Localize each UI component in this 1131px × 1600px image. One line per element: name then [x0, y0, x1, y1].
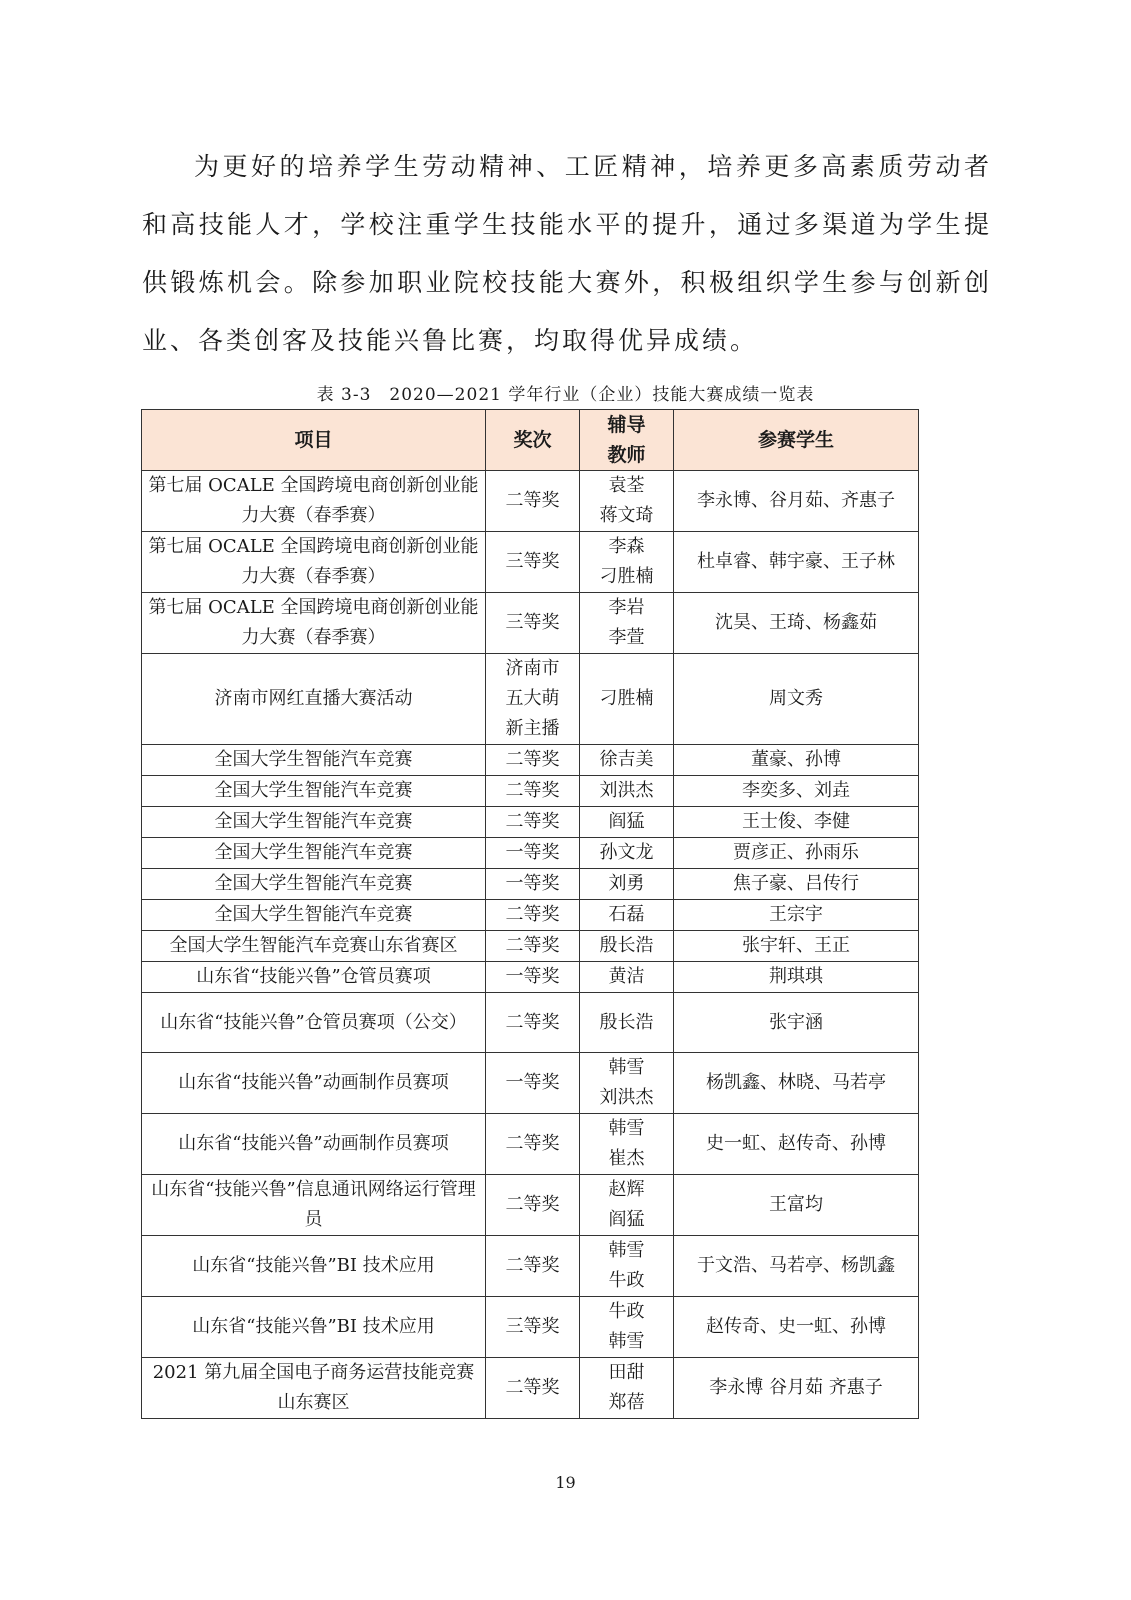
project-cell: 第七届 OCALE 全国跨境电商创新创业能力大赛（春季赛）	[142, 593, 486, 654]
students-cell: 贾彦正、孙雨乐	[674, 838, 919, 869]
students-cell: 史一虹、赵传奇、孙博	[674, 1114, 919, 1175]
students-cell: 沈昊、王琦、杨鑫茹	[674, 593, 919, 654]
students-cell: 焦子豪、吕传行	[674, 869, 919, 900]
teacher-cell: 李森 刁胜楠	[580, 532, 674, 593]
project-cell: 山东省“技能兴鲁”仓管员赛项	[142, 962, 486, 993]
table-row	[142, 838, 919, 869]
project-cell: 山东省“技能兴鲁”仓管员赛项（公交）	[142, 993, 486, 1053]
award-cell: 二等奖	[486, 745, 580, 776]
table-row	[142, 593, 919, 654]
students-cell: 李永博、谷月茹、齐惠子	[674, 471, 919, 532]
project-cell: 全国大学生智能汽车竞赛	[142, 776, 486, 807]
students-cell: 董豪、孙博	[674, 745, 919, 776]
table-row	[142, 1297, 919, 1358]
award-cell: 三等奖	[486, 593, 580, 654]
students-cell: 荆琪琪	[674, 962, 919, 993]
award-cell: 一等奖	[486, 1053, 580, 1114]
header-students: 参赛学生	[674, 410, 919, 471]
teacher-cell: 刘勇	[580, 869, 674, 900]
table-row	[142, 776, 919, 807]
teacher-cell: 李岩 李萱	[580, 593, 674, 654]
students-cell: 王宗宇	[674, 900, 919, 931]
header-teacher: 辅导 教师	[580, 410, 674, 471]
students-cell: 张宇涵	[674, 993, 919, 1053]
award-cell: 二等奖	[486, 1236, 580, 1297]
project-cell: 山东省“技能兴鲁”动画制作员赛项	[142, 1053, 486, 1114]
teacher-cell: 徐吉美	[580, 745, 674, 776]
teacher-cell: 牛政 韩雪	[580, 1297, 674, 1358]
students-cell: 王富均	[674, 1175, 919, 1236]
students-cell: 李永博 谷月茹 齐惠子	[674, 1358, 919, 1419]
students-cell: 于文浩、马若亭、杨凯鑫	[674, 1236, 919, 1297]
award-cell: 二等奖	[486, 993, 580, 1053]
teacher-cell: 石磊	[580, 900, 674, 931]
project-cell: 山东省“技能兴鲁”BI 技术应用	[142, 1236, 486, 1297]
teacher-cell: 孙文龙	[580, 838, 674, 869]
table-row	[142, 869, 919, 900]
project-cell: 全国大学生智能汽车竞赛山东省赛区	[142, 931, 486, 962]
table-row	[142, 1114, 919, 1175]
table-row	[142, 962, 919, 993]
table-row	[142, 993, 919, 1053]
award-cell: 三等奖	[486, 1297, 580, 1358]
table-header-row	[142, 410, 919, 471]
award-cell: 一等奖	[486, 838, 580, 869]
students-cell: 王士俊、李健	[674, 807, 919, 838]
award-cell: 一等奖	[486, 962, 580, 993]
teacher-cell: 殷长浩	[580, 931, 674, 962]
teacher-cell: 刁胜楠	[580, 654, 674, 745]
table-row	[142, 1175, 919, 1236]
project-cell: 济南市网红直播大赛活动	[142, 654, 486, 745]
students-cell: 张宇轩、王正	[674, 931, 919, 962]
teacher-cell: 殷长浩	[580, 993, 674, 1053]
project-cell: 全国大学生智能汽车竞赛	[142, 900, 486, 931]
table-row	[142, 900, 919, 931]
table-row	[142, 1236, 919, 1297]
project-cell: 2021 第九届全国电子商务运营技能竞赛山东赛区	[142, 1358, 486, 1419]
students-cell: 杜卓睿、韩宇豪、王子林	[674, 532, 919, 593]
competition-results-table	[141, 409, 919, 1419]
header-project: 项目	[142, 410, 486, 471]
teacher-cell: 黄洁	[580, 962, 674, 993]
teacher-cell: 韩雪 崔杰	[580, 1114, 674, 1175]
project-cell: 第七届 OCALE 全国跨境电商创新创业能力大赛（春季赛）	[142, 471, 486, 532]
table-row	[142, 471, 919, 532]
award-cell: 二等奖	[486, 471, 580, 532]
project-cell: 山东省“技能兴鲁”信息通讯网络运行管理员	[142, 1175, 486, 1236]
award-cell: 二等奖	[486, 931, 580, 962]
award-cell: 二等奖	[486, 900, 580, 931]
table-row	[142, 1053, 919, 1114]
award-cell: 二等奖	[486, 776, 580, 807]
intro-paragraph: 为更好的培养学生劳动精神、工匠精神，培养更多高素质劳动者和高技能人才，学校注重学生技能水平的提升，通过多渠道为学生提供锻炼机会。除参加职业院校技能大赛外，积极组织学生参与创新创业、各类创客及技能兴鲁比赛，均取得优异成绩。	[142, 152, 992, 355]
award-cell: 二等奖	[486, 1114, 580, 1175]
teacher-cell: 刘洪杰	[580, 776, 674, 807]
table-row	[142, 807, 919, 838]
award-cell: 一等奖	[486, 869, 580, 900]
table-row	[142, 745, 919, 776]
teacher-cell: 袁荃 蒋文琦	[580, 471, 674, 532]
table-row	[142, 654, 919, 745]
teacher-cell: 韩雪 刘洪杰	[580, 1053, 674, 1114]
header-award: 奖次	[486, 410, 580, 471]
award-cell: 二等奖	[486, 1175, 580, 1236]
award-cell: 二等奖	[486, 1358, 580, 1419]
students-cell: 杨凯鑫、林晓、马若亭	[674, 1053, 919, 1114]
students-cell: 周文秀	[674, 654, 919, 745]
project-cell: 第七届 OCALE 全国跨境电商创新创业能力大赛（春季赛）	[142, 532, 486, 593]
award-cell: 济南市 五大萌 新主播	[486, 654, 580, 745]
project-cell: 全国大学生智能汽车竞赛	[142, 869, 486, 900]
project-cell: 全国大学生智能汽车竞赛	[142, 838, 486, 869]
teacher-cell: 田甜 郑蓓	[580, 1358, 674, 1419]
award-cell: 二等奖	[486, 807, 580, 838]
students-cell: 李奕多、刘垚	[674, 776, 919, 807]
table-row	[142, 1358, 919, 1419]
table-caption: 表 3-3 2020—2021 学年行业（企业）技能大赛成绩一览表	[316, 385, 815, 405]
award-cell: 三等奖	[486, 532, 580, 593]
project-cell: 山东省“技能兴鲁”BI 技术应用	[142, 1297, 486, 1358]
teacher-cell: 韩雪 牛政	[580, 1236, 674, 1297]
students-cell: 赵传奇、史一虹、孙博	[674, 1297, 919, 1358]
project-cell: 全国大学生智能汽车竞赛	[142, 807, 486, 838]
teacher-cell: 赵辉 阎猛	[580, 1175, 674, 1236]
project-cell: 山东省“技能兴鲁”动画制作员赛项	[142, 1114, 486, 1175]
teacher-cell: 阎猛	[580, 807, 674, 838]
table-row	[142, 532, 919, 593]
page-number: 19	[555, 1473, 576, 1492]
table-row	[142, 931, 919, 962]
project-cell: 全国大学生智能汽车竞赛	[142, 745, 486, 776]
